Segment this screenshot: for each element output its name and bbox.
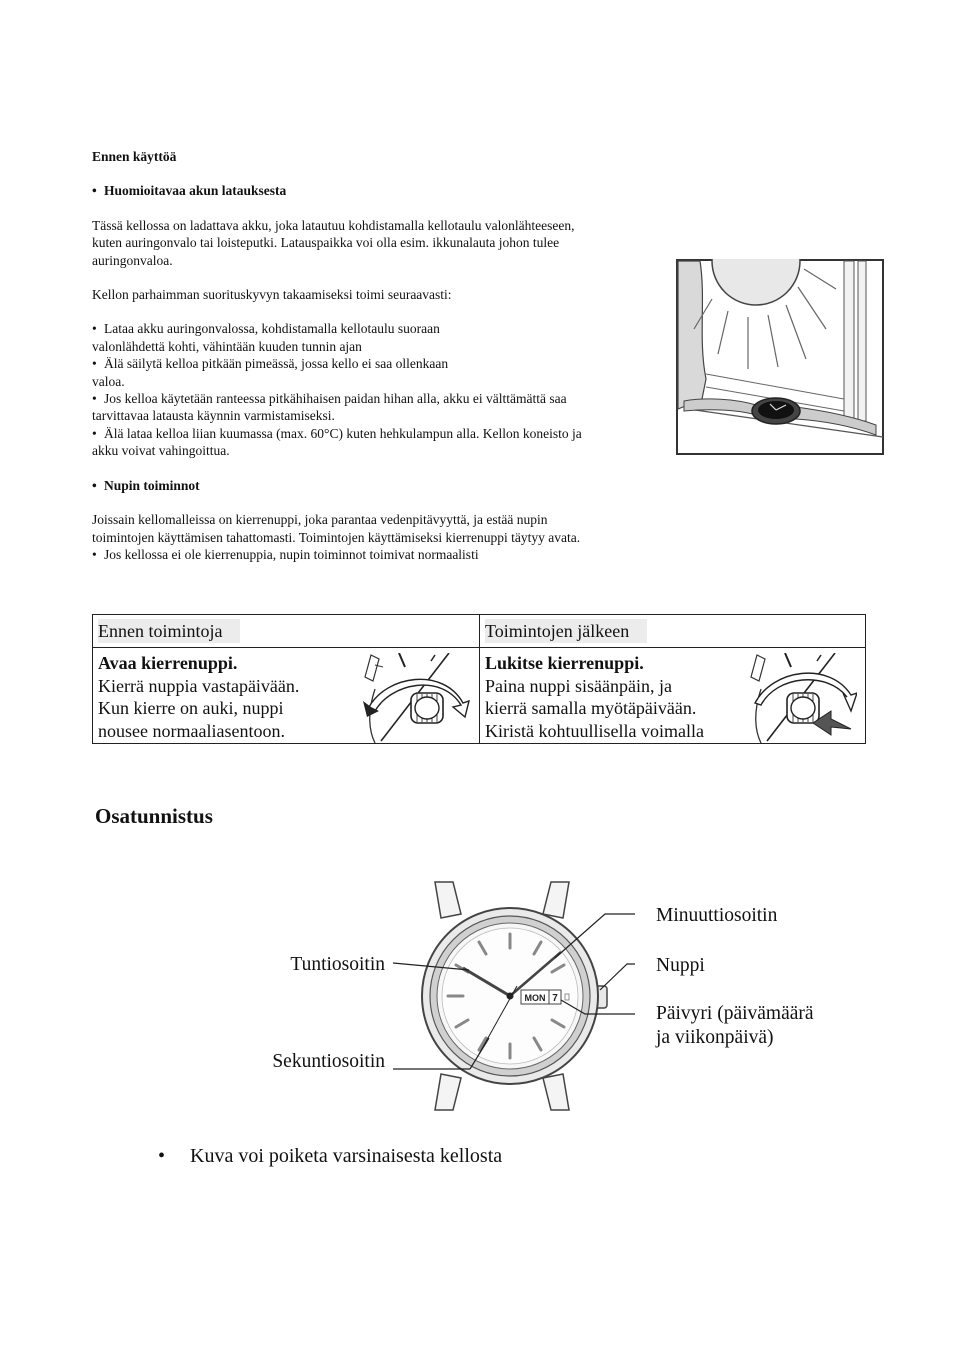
minute-hand-label: Minuuttiosoitin (656, 905, 778, 926)
instruction-title: Lukitse kierrenuppi. (485, 653, 644, 673)
tip-line: • Älä lataa kelloa liian kuumassa (max. 60°C) kuten hehkulampun alla. Kellon koneisto ja (92, 425, 652, 442)
instruction-line: Kiristä kohtuullisella voimalla (485, 720, 704, 741)
instruction-line: Paina nuppi sisäänpäin, ja (485, 675, 672, 696)
tip-line: • Lataa akku auringonvalossa, kohdistamalla kellotaulu suoraan (92, 320, 652, 337)
calendar-label-line1: Päivyri (päivämäärä (656, 1003, 814, 1024)
performance-intro: Kellon parhaimman suorituskyvyn takaamiseksi toimi seuraavasti: (92, 287, 452, 303)
section-title: Ennen käyttöä (92, 149, 177, 164)
instruction-title: Avaa kierrenuppi. (98, 653, 238, 673)
calendar-label-line2: ja viikonpäivä) (656, 1027, 774, 1048)
day-window: MON (524, 993, 546, 1003)
header-text: Ennen toimintoja (98, 619, 240, 643)
second-hand-label: Sekuntiosoitin (272, 1051, 385, 1072)
parts-title: Osatunnistus (95, 804, 213, 828)
watch-diagram (255, 878, 855, 1116)
crown-note: • Jos kellossa ei ole kierrenuppia, nupin toiminnot toimivat normaalisti (92, 546, 652, 563)
table-header-before (93, 615, 479, 648)
crown-operations-table (92, 614, 866, 744)
disclaimer-note (158, 1145, 502, 1168)
tip-line: akku voivat vahingoittua. (92, 443, 230, 459)
bullet-dot: • (158, 1145, 166, 1167)
disclaimer-text: Kuva voi poiketa varsinaisesta kellosta (190, 1145, 503, 1167)
instruction-line: Kun kierre on auki, nuppi (98, 698, 284, 718)
instruction-line: nousee normaaliasentoon. (98, 720, 285, 741)
tip-line: • Jos kelloa käytetään ranteessa pitkähihaisen paidan hihan alla, akku ei välttämättä saa (92, 390, 652, 407)
crown-para-line: toimintojen käyttämisen tahattomasti. Toimintojen käyttämiseksi kierrenuppi täytyy avata. (92, 529, 581, 545)
tip-line: • Älä säilytä kelloa pitkään pimeässä, jossa kello ei saa ollenkaan (92, 355, 652, 372)
crown-screw-in-icon (747, 653, 857, 743)
tip-line: valonlähdettä kohti, vähintään kuuden tunnin ajan (92, 338, 362, 354)
before-operations-column (93, 615, 480, 743)
before-use-section (92, 148, 652, 563)
after-operations-column (480, 615, 865, 743)
battery-para-line: Tässä kellossa on ladattava akku, joka latautuu kohdistamalla kellotaulu valonlähteeseen, (92, 217, 575, 233)
date-window: 7 (552, 993, 558, 1004)
instruction-line: Kierrä nuppia vastapäivään. (98, 675, 300, 696)
instruction-line: kierrä samalla myötäpäivään. (485, 698, 697, 718)
battery-heading: • Huomioitavaa akun latauksesta (92, 182, 652, 199)
battery-para-line: kuten auringonvalo tai loisteputki. Latauspaikka voi olla esim. ikkunalauta johon tulee (92, 235, 560, 251)
table-header-after (480, 615, 865, 648)
tip-line: valoa. (92, 373, 125, 389)
crown-unscrew-icon (361, 653, 471, 743)
crown-para-line: Joissain kellomalleissa on kierrenuppi, joka parantaa vedenpitävyyttä, ja estää nupin (92, 512, 548, 528)
crown-heading: • Nupin toiminnot (92, 477, 652, 494)
crown-label: Nuppi (656, 955, 705, 976)
header-text: Toimintojen jälkeen (485, 619, 647, 643)
sunlight-charging-illustration (676, 259, 884, 455)
battery-para-line: auringonvaloa. (92, 252, 173, 268)
tip-line: tarvittavaa latausta käynnin varmistamiseksi. (92, 408, 335, 424)
hour-hand-label: Tuntiosoitin (290, 954, 385, 975)
